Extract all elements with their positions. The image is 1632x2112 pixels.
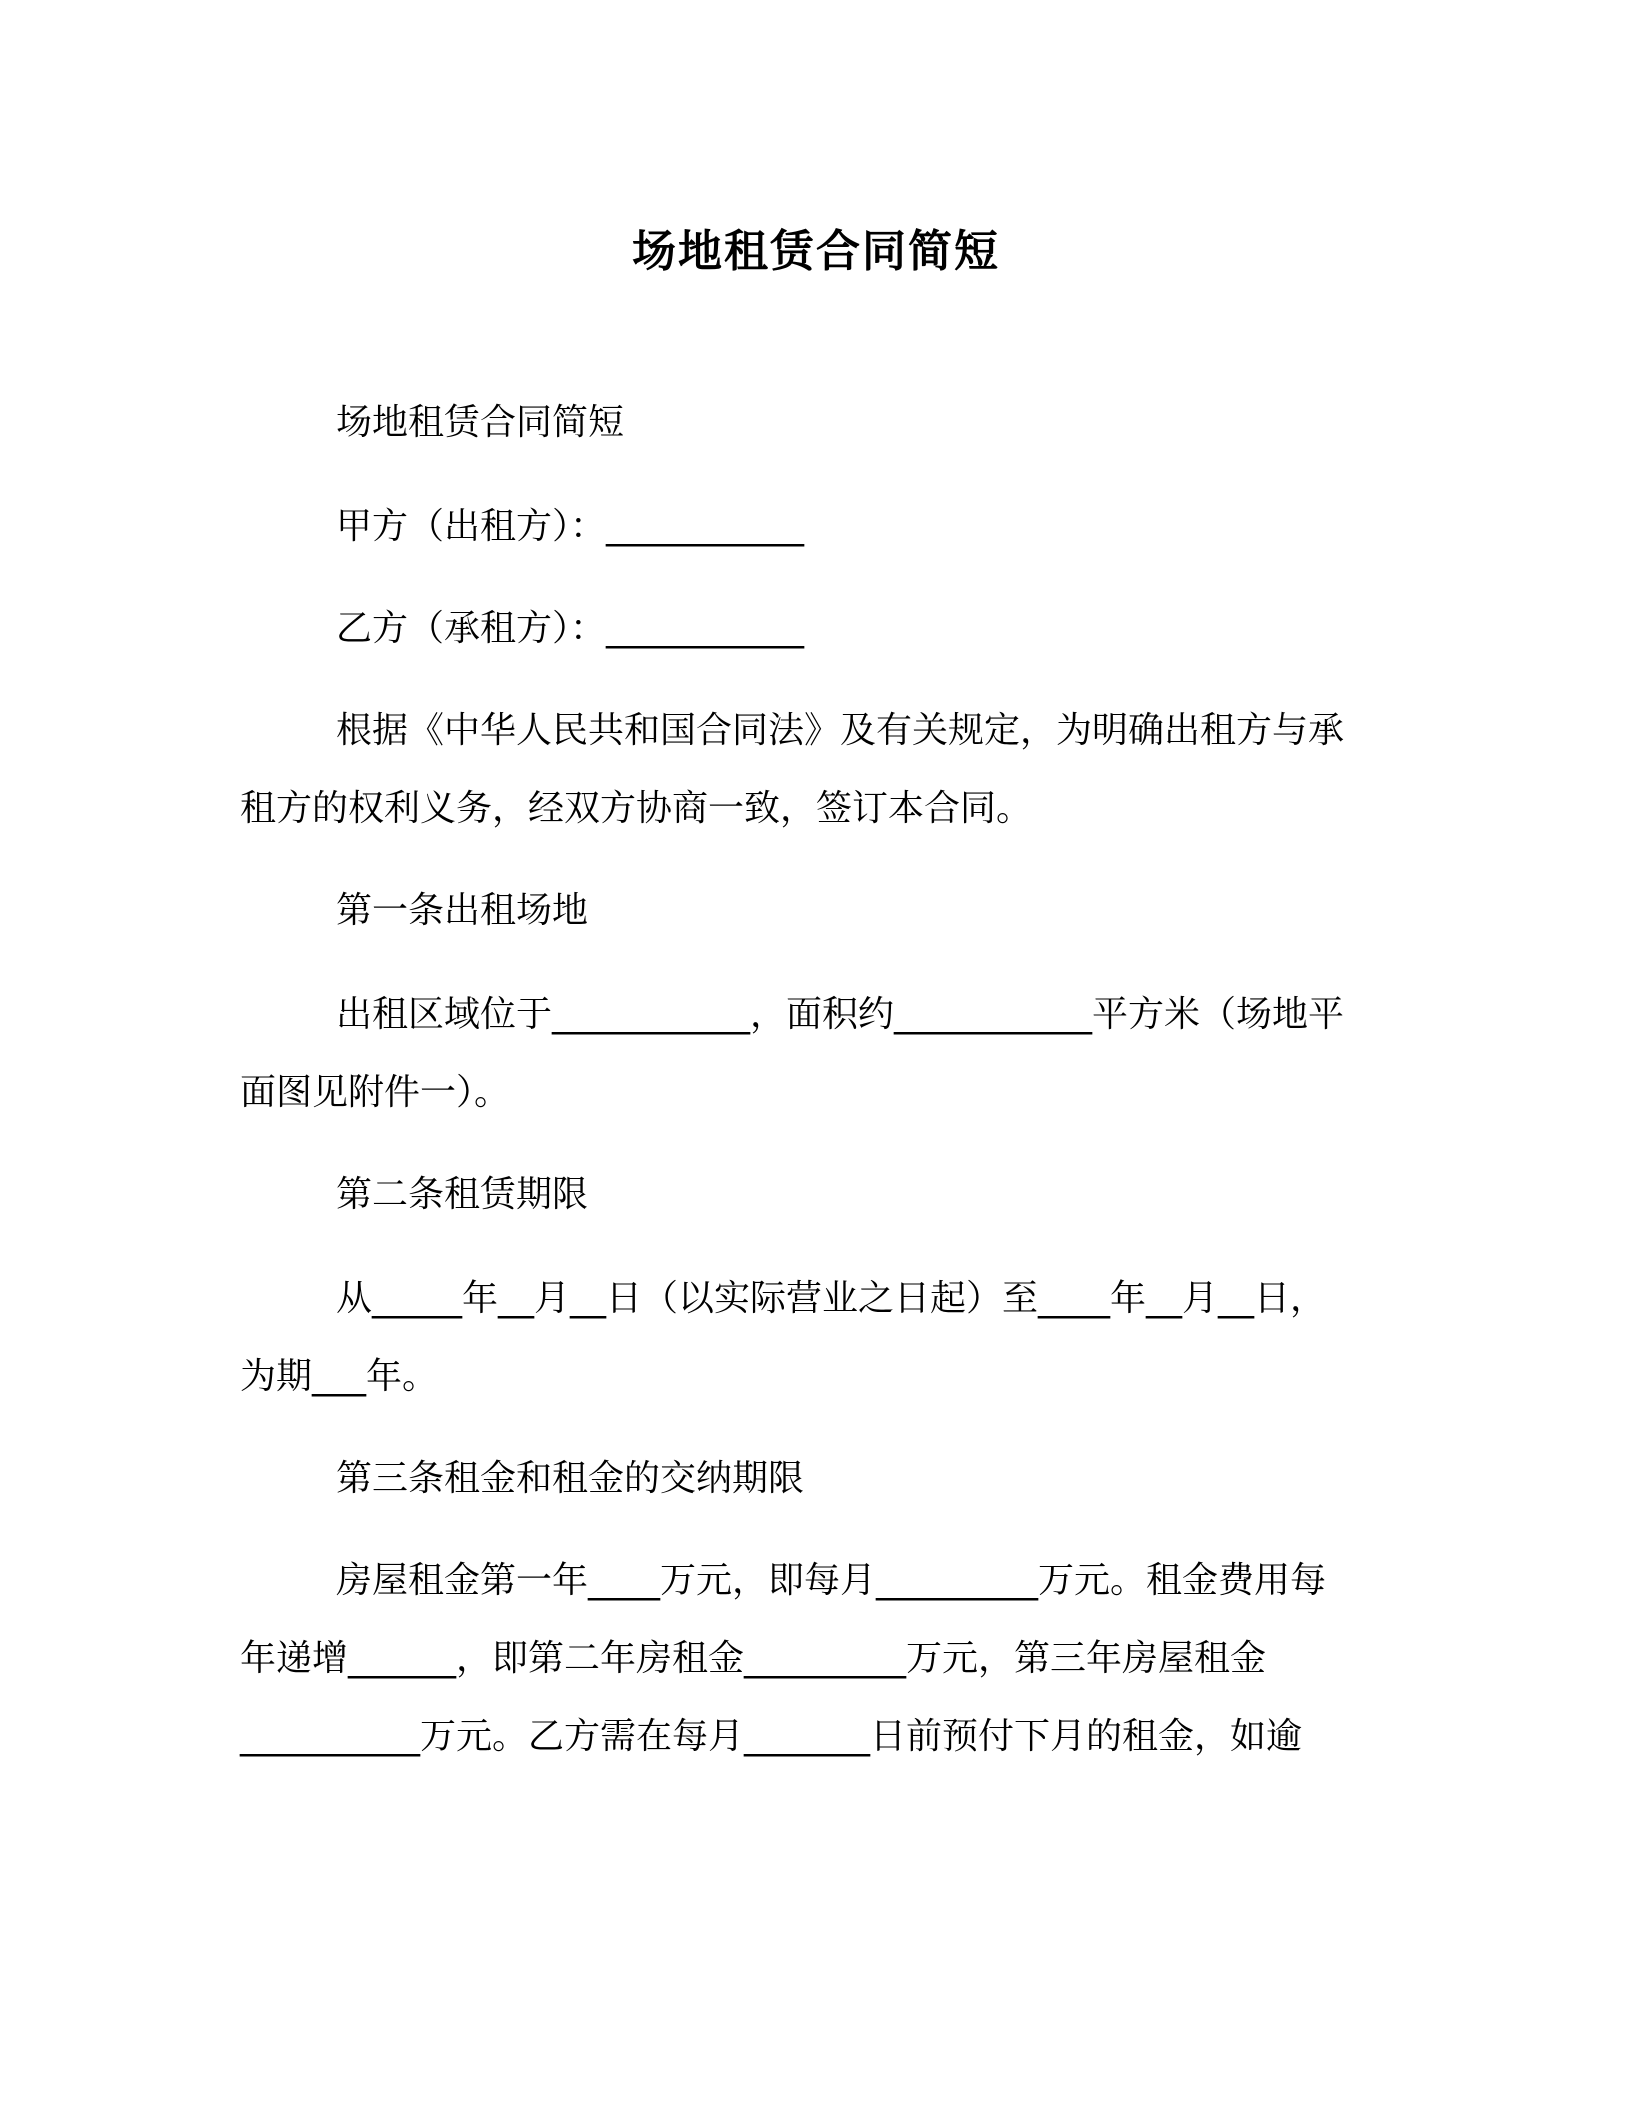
text-line: 房屋租金第一年____万元，即每月_________万元。租金费用每 xyxy=(336,1560,1327,1601)
article-1-body xyxy=(240,976,1394,1132)
text-line: __________万元。乙方需在每月_______日前预付下月的租金，如逾 xyxy=(240,1716,1303,1757)
party-b-paragraph xyxy=(240,590,1394,668)
text-line: 乙方（承租方）：___________ xyxy=(336,608,805,649)
preamble-paragraph xyxy=(240,692,1394,848)
text-line: 面图见附件一）。 xyxy=(240,1072,511,1113)
text-line: 年递增______，即第二年房租金_________万元，第三年房屋租金 xyxy=(240,1638,1267,1679)
article-3-body xyxy=(240,1542,1394,1776)
article-3-heading xyxy=(240,1440,1394,1518)
text-line: 甲方（出租方）：___________ xyxy=(336,506,805,547)
text-line: 从_____年__月__日（以实际营业之日起）至____年__月__日， xyxy=(336,1278,1327,1319)
text-line: 第三条租金和租金的交纳期限 xyxy=(336,1458,805,1499)
text-line: 第一条出租场地 xyxy=(336,890,589,931)
text-line: 第二条租赁期限 xyxy=(336,1174,589,1215)
text-line: 为期___年。 xyxy=(240,1356,439,1397)
document-title: 场地租赁合同简短 xyxy=(632,226,1000,277)
text-line: 出租区域位于___________，面积约___________平方米（场地平 xyxy=(336,994,1345,1035)
article-2-body xyxy=(240,1260,1394,1416)
text-line: 场地租赁合同简短 xyxy=(336,402,625,443)
article-2-heading xyxy=(240,1156,1394,1234)
text-line: 根据《中华人民共和国合同法》及有关规定，为明确出租方与承 xyxy=(336,710,1345,751)
article-1-heading xyxy=(240,872,1394,950)
text-line: 租方的权利义务，经双方协商一致，签订本合同。 xyxy=(240,788,1033,829)
party-a-paragraph xyxy=(240,488,1394,566)
subtitle-paragraph xyxy=(240,384,1394,462)
